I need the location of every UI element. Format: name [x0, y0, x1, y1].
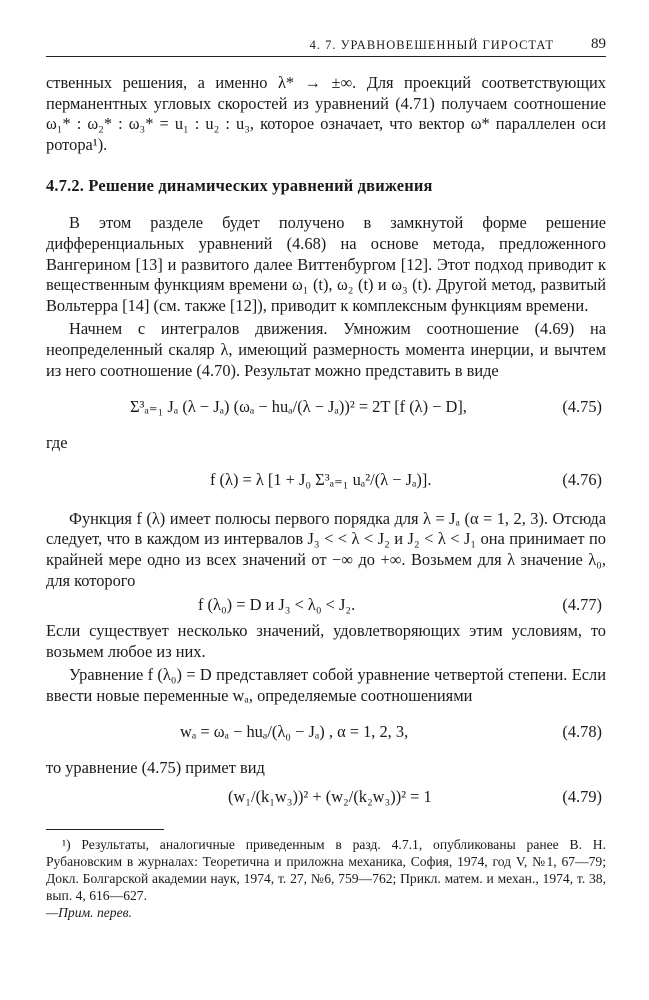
paragraph-continued: ственных решения, а именно λ* → ±∞. Для проекций соответствующих перманентных угловых скоростей из уравнений (4.71) получаем соотношение ω₁* : ω₂* : ω₃* = u₁ : u₂ : u₃, которое означает, что вектор ω* параллелен оси ротора¹).	[46, 73, 606, 154]
paragraph-conditions: Если существует несколько значений, удовлетворяющих этим условиям, то возьмем любое из них.	[46, 621, 606, 661]
paragraph-poles: Функция f (λ) имеет полюсы первого порядка для λ = Jₐ (α = 1, 2, 3). Отсюда следует, что в каждом из интервалов J₃ < < λ < J₂ и J₂ < λ < J₁ она принимает по крайней мере одно из всех значений от −∞ до +∞. Возьмем для λ значение λ₀, для которого	[46, 508, 606, 590]
book-page	[46, 34, 606, 921]
page-number: 89	[591, 36, 606, 52]
equation-4-77	[46, 591, 606, 621]
footnote-rule	[46, 829, 164, 830]
equation-4-79	[46, 779, 606, 815]
equation-formula: f (λ) = λ [1 + J₀ Σ³ₐ₌₁ uₐ²/(λ − Jₐ)].	[210, 469, 432, 489]
equation-formula: f (λ₀) = D и J₃ < λ₀ < J₂.	[198, 595, 356, 615]
equation-4-75	[46, 381, 606, 433]
equation-formula: Σ³ₐ₌₁ Jₐ (λ − Jₐ) (ωₐ − huₐ/(λ − Jₐ))² = 2T [f (λ) − D],	[130, 397, 467, 417]
equation-4-76	[46, 454, 606, 506]
equation-number: (4.75)	[562, 397, 602, 417]
paragraph-form: то уравнение (4.75) примет вид	[46, 758, 265, 778]
paragraph-quartic: Уравнение f (λ₀) = D представляет собой уравнение четвертой степени. Если ввести новые переменные wₐ, определяемые соотношениями	[46, 665, 606, 705]
footnote-text: ¹) Результаты, аналогичные приведенным в разд. 4.7.1, опубликованы ранее В. Н. Рубановским в журналах: Теоретична и приложна механика, София, 1974, год V, №1, 67—79; Докл. Болгарской академии наук, 1974, т. 27, №6, 759—762; Прикл. матем. и механ., 1974, т. 38, вып. 4, 616—627.	[46, 837, 606, 904]
translator-note-text: —Прим. перев.	[46, 905, 132, 921]
equation-formula: wₐ = ωₐ − huₐ/(λ₀ − Jₐ) , α = 1, 2, 3,	[180, 722, 409, 742]
equation-4-78	[46, 706, 606, 758]
translator-note	[46, 904, 606, 921]
word-where: где	[46, 433, 68, 453]
paragraph-method: В этом разделе будет получено в замкнутой форме решение дифференциальных уравнений (4.68) на основе метода, предложенного Вангерином [13] и развитого далее Виттенбургом [12]. Этот подход приводит к вещественным функциям времени ω₁ (t), ω₂ (t) и ω₃ (t). Другой метод, развитый Вольтерра [14] (см. также [12]), приводит к комплексным функциям времени.	[46, 213, 606, 315]
section-heading: 4.7.2. Решение динамических уравнений движения	[46, 176, 433, 196]
equation-number: (4.77)	[562, 595, 602, 615]
equation-number: (4.78)	[562, 722, 602, 742]
running-title: 4. 7. УРАВНОВЕШЕННЫЙ ГИРОСТАТ	[309, 38, 554, 52]
running-header	[46, 34, 606, 57]
equation-number: (4.79)	[562, 787, 602, 807]
equation-formula: (w₁/(k₁w₃))² + (w₂/(k₂w₃))² = 1	[228, 787, 432, 807]
footnote-block	[46, 829, 606, 921]
paragraph-integrals: Начнем с интегралов движения. Умножим соотношение (4.69) на неопределенный скаляр λ, имеющий размерность момента инерции, и вычтем из него соотношение (4.70). Результат можно представить в виде	[46, 319, 606, 380]
equation-number: (4.76)	[562, 469, 602, 489]
